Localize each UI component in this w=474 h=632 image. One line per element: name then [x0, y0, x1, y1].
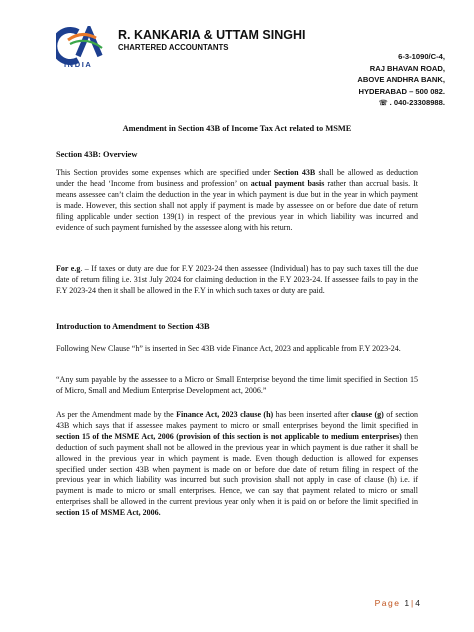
phone-number: 040-23308988.	[393, 98, 445, 108]
paragraph-amendment: As per the Amendment made by the Finance Act, 2023 clause (h) has been inserted after clause (g) of section 43B which says that if assessee makes payment to micro or small enterprises beyond the limit specified in section 15 of the MSME Act, 2006 (provision of this section is not applicable to medium enterprises) then deduction of such payment shall not be allowed in the previous year in which payment is due rather it shall be allowed in the previous year in which payment is made. Even though deduction is allowed for expenses specified under section 43B when payment is made on or before due date of return filing in respect of the previous year in which liability was incurred but such provision shall not apply in case of clause (h) i.e. if payment is made to micro or small enterprises. Hence, we can say that payment related to micro or small enterprises shall be allowed in the current previous year only when it is paid on or before the limit specified in section 15 of MSME Act, 2006.	[56, 410, 419, 518]
section-heading-introduction: Introduction to Amendment to Section 43B	[56, 322, 210, 331]
paragraph-example: For e.g. – If taxes or duty are due for F.Y 2023-24 then assessee (Individual) has to pay such taxes till the due date of return filing i.e. 31st July 2024 for claiming deduction in the F.Y 2023-24. If assessee fails to pay in the F.Y 2023-24 then it shall be allowed in the F.Y in which such taxes or duty are paid.	[56, 264, 418, 295]
address-line: RAJ BHAVAN ROAD,	[369, 63, 445, 73]
total-pages: 4	[415, 598, 420, 608]
page-number: 1	[404, 598, 410, 608]
paragraph-overview: This Section provides some expenses which are specified under Section 43B shall be allowed as deduction under the head ‘Income from business and profession’ on actual payment basis rather than accrual basis. It means assessee can’t claim the deduction in the year in which payment is due but in the year in which payment is made. However, this section shall not apply if payment is made by assessee on or before due date of return filing applicable under section 139(1) in respect of the previous year in which liability was incurred and evidence of such payment furnished by the assessee along with his return.	[56, 168, 419, 232]
phone-icon: ☏	[378, 100, 388, 108]
document-title: Amendment in Section 43B of Income Tax Act related to MSME	[122, 124, 352, 133]
page-footer: Page 1 | 4	[374, 598, 420, 608]
firm-address	[357, 51, 445, 110]
firm-subtitle: CHARTERED ACCOUNTANTS	[118, 43, 229, 52]
address-line: 6-3-1090/C-4,	[398, 52, 445, 61]
firm-name: R. KANKARIA & UTTAM SINGHI	[118, 28, 306, 42]
section-heading-overview: Section 43B: Overview	[56, 150, 138, 159]
logo-india-text: INDIA	[64, 60, 93, 69]
page-label: Page	[374, 598, 401, 608]
phone-line: ☏ . 040-23308988.	[378, 98, 445, 108]
paragraph-quote: “Any sum payable by the assessee to a Micro or Small Enterprise beyond the time limit specified in Section 15 of Micro, Small and Medium Enterprise Development act, 2006.”	[56, 375, 418, 395]
address-line: ABOVE ANDHRA BANK,	[357, 75, 445, 85]
paragraph-new-clause: Following New Clause “h” is inserted in Sec 43B vide Finance Act, 2023 and applicable from F.Y 2023-24.	[56, 344, 401, 353]
address-line: HYDERABAD – 500 082.	[358, 86, 445, 96]
